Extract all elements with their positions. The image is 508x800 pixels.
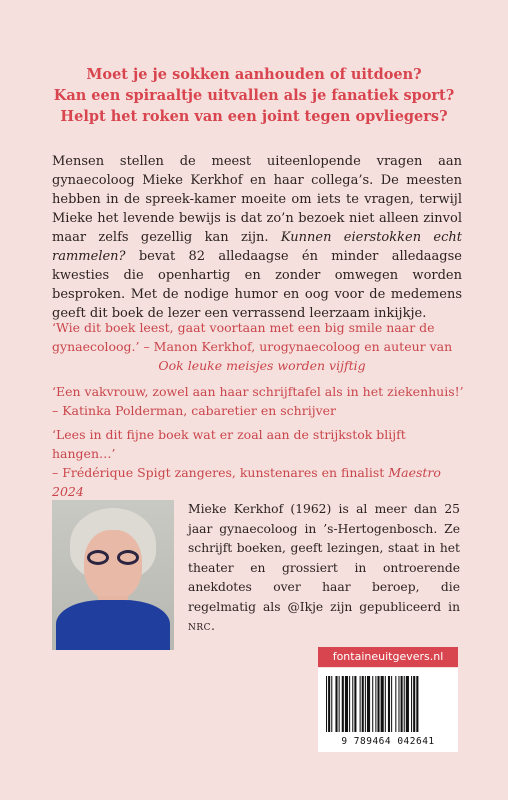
quote-katinka-polderman xyxy=(52,382,472,420)
blurb-text xyxy=(52,152,462,323)
blurb-italic-title: Kunnen eierstokken echt rammelen? xyxy=(52,230,462,264)
question-1: Moet je je sokken aanhouden of uitdoen? xyxy=(86,66,422,83)
quote-2-author: – Katinka Polderman, cabaretier en schrijver xyxy=(52,403,337,418)
question-3: Helpt het roken van een joint tegen opvliegers? xyxy=(60,108,448,125)
barcode xyxy=(318,668,458,752)
bio-nrc: NRC xyxy=(188,623,212,633)
quote-3-author: – Frédérique Spigt zangeres, kunstenares en finalist xyxy=(52,465,385,480)
question-2: Kan een spiraaltje uitvallen als je fanatiek sport? xyxy=(53,87,455,104)
quote-1-text: ‘Wie dit boek leest, gaat voortaan met een big smile naar de gynaecoloog.’ – Manon Kerkhof, urogynaecoloog en auteur van xyxy=(52,320,453,354)
quote-3-title: Maestro 2024 xyxy=(52,465,441,499)
quote-3-text: ‘Lees in dit fijne boek wat er zoal aan de strijkstok blijft hangen…’ xyxy=(52,427,406,461)
quote-1-book-title: Ook leuke meisjes worden vijftig xyxy=(158,358,366,373)
isbn-number: 9 789464 042641 xyxy=(341,736,435,747)
quote-manon-kerkhof xyxy=(52,318,472,375)
author-bio xyxy=(188,500,460,639)
question-block xyxy=(0,64,508,127)
publisher-url: fontaineuitgevers.nl xyxy=(318,647,458,667)
bio-end: . xyxy=(211,619,215,633)
barcode-bars xyxy=(324,676,452,734)
bio-text: Mieke Kerkhof (1962) is al meer dan 25 jaar gynaecoloog in ’s-Hertogenbosch. Ze schrijft boeken, geeft lezingen, staat in het theater en grossiert in ontroerende anekdotes over haar beroep, die regelmatig als @Ikje zijn gepubliceerd in xyxy=(188,502,460,614)
blurb-part-2: bevat 82 alledaagse én minder alledaagse kwesties die openhartig en zonder omwegen worden besproken. Met de nodige humor en oog voor de medemens geeft dit boek de lezer een verrassend leerzaam inkijkje. xyxy=(52,249,462,321)
quote-frederique-spigt xyxy=(52,425,472,501)
blurb-part-1: Mensen stellen de meest uiteenlopende vragen aan gynaecoloog Mieke Kerkhof en haar collega’s. De meesten hebben in de spreek-kamer moeite om iets te vragen, terwijl Mieke het levende bewijs is dat zo’n bezoek niet alleen zinvol maar zelfs gezellig kan zijn. xyxy=(52,154,462,245)
quote-2-text: ‘Een vakvrouw, zowel aan haar schrijftafel als in het ziekenhuis!’ xyxy=(52,384,464,399)
author-photo xyxy=(52,500,174,650)
